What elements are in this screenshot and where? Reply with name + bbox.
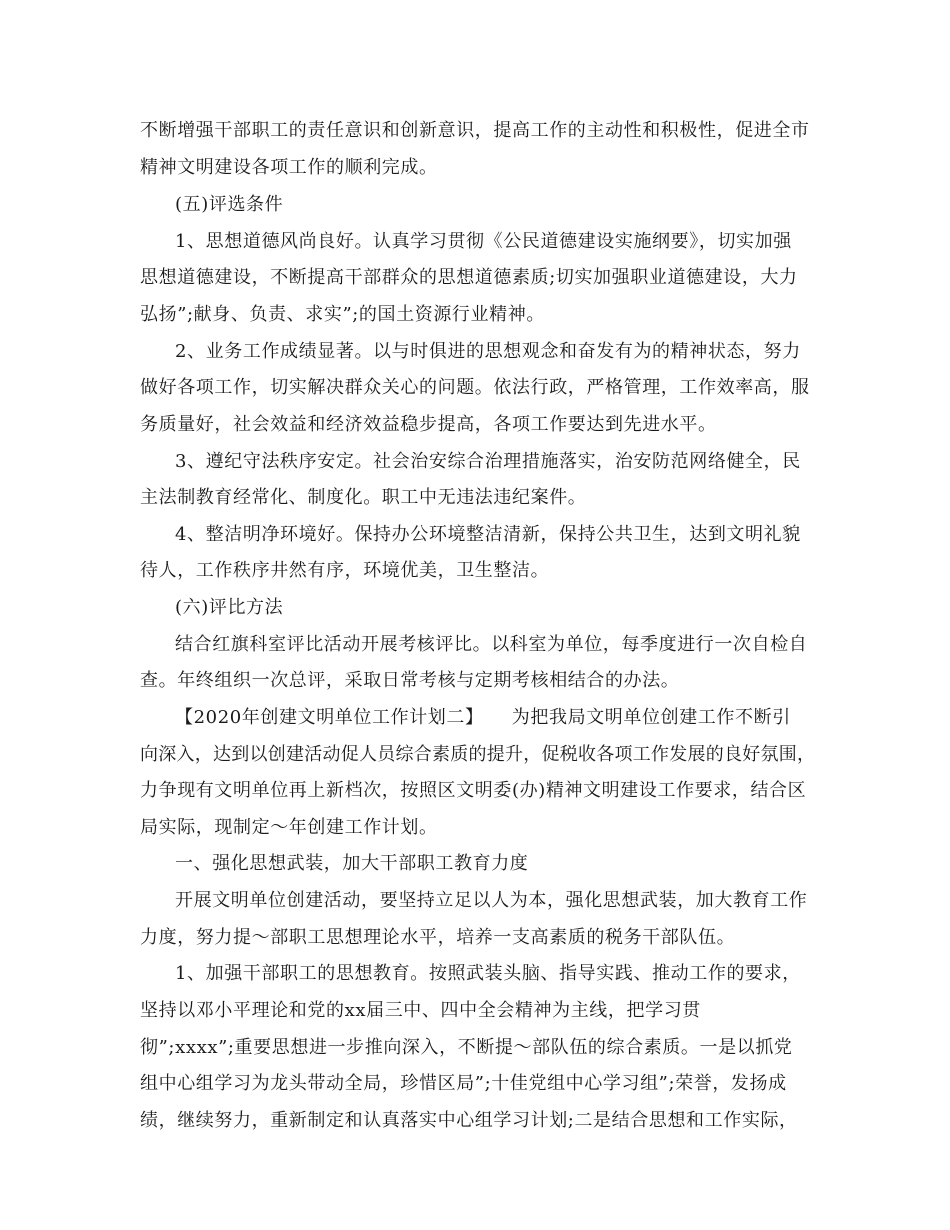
text-line: 1、思想道德风尚良好。认真学习贯彻《公民道德建设实施纲要》，切实加强: [175, 231, 792, 252]
text-line: 1、加强干部职工的思想教育。按照武装头脑、指导实践、推动工作的要求，: [175, 963, 801, 984]
section-heading: (五)评选条件: [175, 194, 284, 215]
text-line: 主法制教育经常化、制度化。职工中无违法违纪案件。: [140, 487, 587, 508]
text-line: 做好各项工作，切实解决群众关心的问题。依法行政，严格管理，工作效率高，服: [140, 377, 810, 398]
text-line: 弘扬”;献身、负责、求实”;的国土资源行业精神。: [140, 304, 545, 325]
text-line: 组中心组学习为龙头带动全局，珍惜区局”;十佳党组中心学习组”;荣誉，发扬成: [140, 1073, 787, 1094]
text-line: 4、整洁明净环境好。保持办公环境整洁清新，保持公共卫生，达到文明礼貌: [175, 524, 801, 545]
text-line: 务质量好，社会效益和经济效益稳步提高，各项工作要达到先进水平。: [140, 414, 717, 435]
text-line: 思想道德建设，不断提高干部群众的思想道德素质;切实加强职业道德建设，大力: [140, 267, 798, 288]
text-line: 局实际，现制定～年创建工作计划。: [140, 817, 438, 838]
text-line: 不断增强干部职工的责任意识和创新意识，提高工作的主动性和积极性，促进全市: [140, 120, 810, 141]
text-line: 待人，工作秩序井然有序，环境优美，卫生整洁。: [140, 560, 550, 581]
text-line: 力争现有文明单位再上新档次，按照区文明委(办)精神文明建设工作要求，结合区: [140, 780, 807, 801]
section-title: 【2020年创建文明单位工作计划二】 为把我局文明单位创建工作不断引: [175, 707, 791, 728]
text-line: 3、遵纪守法秩序安定。社会治安综合治理措施落实，治安防范网络健全，民: [175, 451, 801, 472]
text-line: 力度，努力提～部职工思想理论水平，培养一支高素质的税务干部队伍。: [140, 927, 736, 948]
section-heading: (六)评比方法: [175, 597, 284, 618]
text-line: 向深入，达到以创建活动促人员综合素质的提升，促税收各项工作发展的良好氛围，: [140, 744, 816, 765]
text-line: 2、业务工作成绩显著。以与时俱进的思想观念和奋发有为的精神状态，努力: [175, 341, 801, 362]
text-line: 精神文明建设各项工作的顺利完成。: [140, 157, 438, 178]
text-line: 查。年终组织一次总评，采取日常考核与定期考核相结合的办法。: [140, 670, 680, 691]
text-line: 绩，继续努力，重新制定和认真落实中心组学习计划;二是结合思想和工作实际，: [140, 1110, 798, 1131]
text-line: 彻”;xxxx”;重要思想进一步推向深入，不断提～部队伍的综合素质。一是以抓党: [140, 1037, 793, 1058]
text-line: 坚持以邓小平理论和党的xx届三中、四中全会精神为主线，把学习贯: [140, 1000, 701, 1021]
text-line: 结合红旗科室评比活动开展考核评比。以科室为单位，每季度进行一次自检自: [175, 634, 808, 655]
section-heading: 一、强化思想武装，加大干部职工教育力度: [175, 853, 529, 874]
text-line: 开展文明单位创建活动，要坚持立足以人为本，强化思想武装，加大教育工作: [175, 890, 808, 911]
